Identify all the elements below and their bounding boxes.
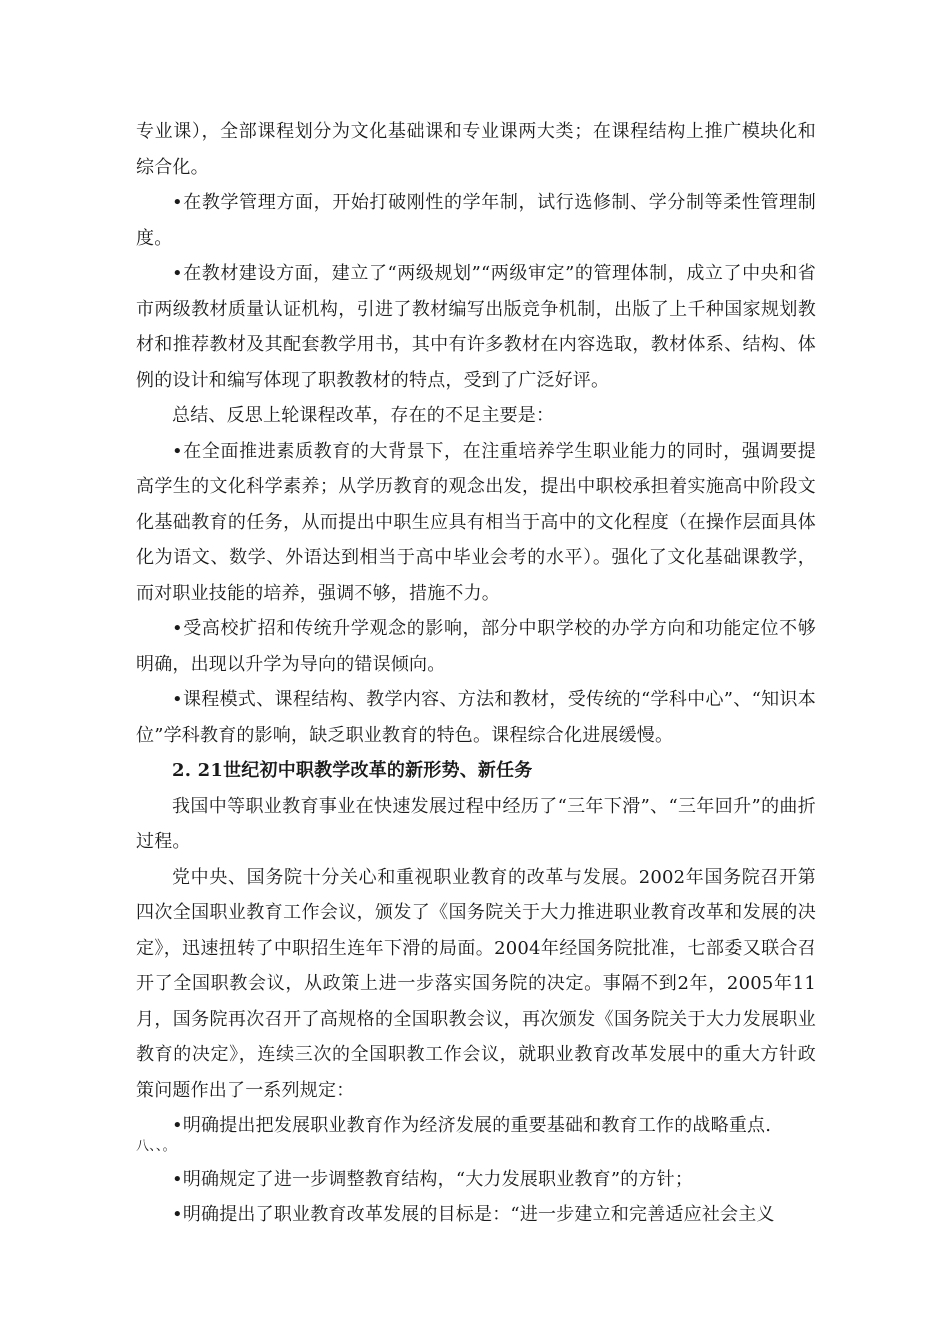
stray-text: 八、、。 (136, 1138, 176, 1154)
paragraph-reform-goal: •明确提出了职业教育改革发展的目标是：“进一步建立和完善适应社会主义 (172, 1204, 775, 1225)
paragraph-development-process: 我国中等职业教育事业在快速发展过程中经历了“三年下滑”、“三年回升”的曲折过程。 (136, 795, 816, 852)
section-heading: 2. 21世纪初中职教学改革的新形势、新任务 (172, 760, 533, 781)
paragraph-course-categories: 专业课），全部课程划分为文化基础课和专业课两大类；在课程结构上推广模块化和综合化。 (136, 121, 816, 178)
paragraph-textbook-construction: •在教材建设方面，建立了“两级规划”“两级审定”的管理体制，成立了中央和省市两级教材质量认证机构，引进了教材编写出版竞争机制，出版了上千种国家规划教材和推荐教材及其配套教学用书，其中有许多教材在内容选取，教材体系、结构、体例的设计和编写体现了职教教材的特点，受到了广泛好评。 (136, 263, 816, 391)
paragraph-strategic-focus: •明确提出把发展职业教育作为经济发展的重要基础和教育工作的战略重点. (172, 1115, 772, 1136)
paragraph-summary-intro: 总结、反思上轮课程改革，存在的不足主要是： (172, 405, 555, 426)
paragraph-teaching-management: •在教学管理方面，开始打破刚性的学年制，试行选修制、学分制等柔性管理制度。 (136, 192, 816, 249)
document-body (136, 114, 816, 1233)
paragraph-state-council: 党中央、国务院十分关心和重视职业教育的改革与发展。2002年国务院召开第四次全国职业教育工作会议，颁发了《国务院关于大力推进职业教育改革和发展的决定》，迅速扭转了中职招生连年下滑的局面。2004年经国务院批准，七部委又联合召开了全国职教会议，从政策上进一步落实国务院的决定。事隔不到2年，2005年11月，国务院再次召开了高规格的全国职教会议，再次颁发《国务院关于大力发展职业教育的决定》，连续三次的全国职教工作会议，就职业教育改革发展中的重大方针政策问题作出了一系列规定： (136, 866, 816, 1101)
paragraph-enrollment-expansion: •受高校扩招和传统升学观念的影响，部分中职学校的办学方向和功能定位不够明确，出现以升学为导向的错误倾向。 (136, 618, 816, 675)
paragraph-quality-education: •在全面推进素质教育的大背景下，在注重培养学生职业能力的同时，强调要提高学生的文化科学素养；从学历教育的观念出发，提出中职校承担着实施高中阶段文化基础教育的任务，从而提出中职生应具有相当于高中的文化程度（在操作层面具体化为语文、数学、外语达到相当于高中毕业会考的水平）。强化了文化基础课教学，而对职业技能的培养，强调不够，措施不力。 (136, 440, 816, 604)
paragraph-course-model: •课程模式、课程结构、教学内容、方法和教材，受传统的“学科中心”、“知识本位”学科教育的影响，缺乏职业教育的特色。课程综合化进展缓慢。 (136, 689, 816, 746)
paragraph-education-structure: •明确规定了进一步调整教育结构，“大力发展职业教育”的方针； (172, 1168, 694, 1190)
